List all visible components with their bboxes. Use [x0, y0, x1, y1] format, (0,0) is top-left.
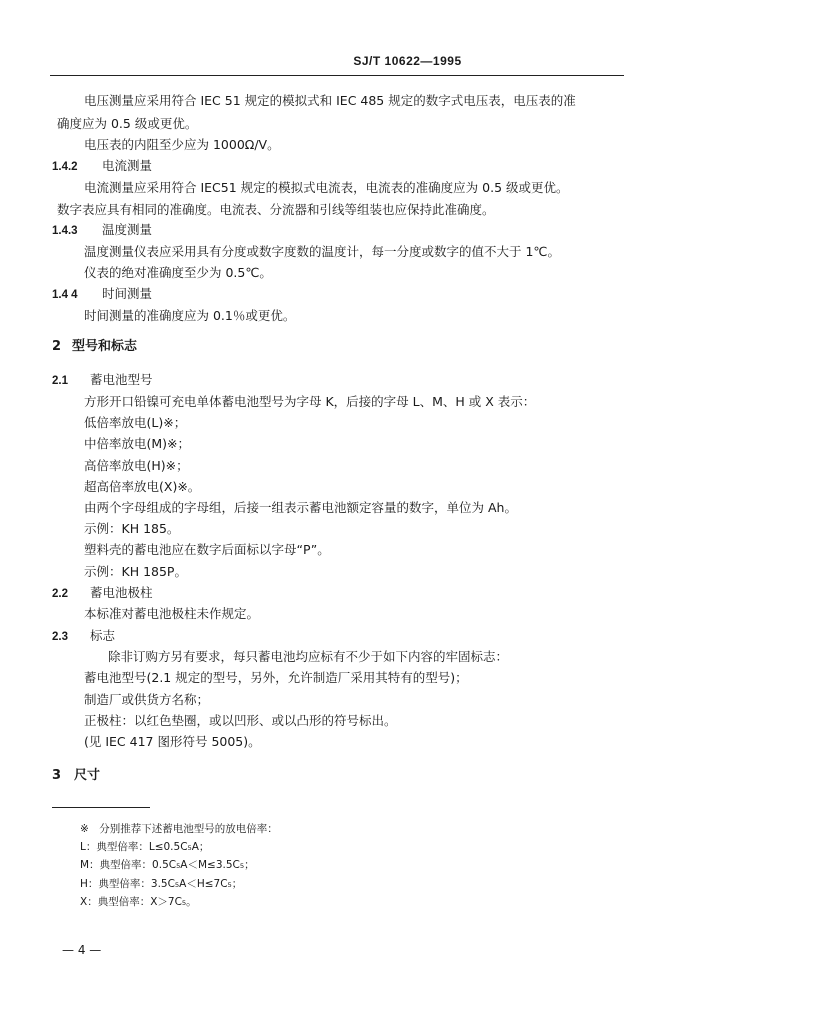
section-title-temperature: 温度测量: [102, 222, 153, 237]
section-number-2-1: 2.1: [52, 375, 68, 387]
section-number-2-2: 2.2: [52, 588, 68, 600]
section-title-model-marking: 型号和标志: [72, 339, 138, 354]
section-number-1-4-4: 1.4 4: [52, 289, 78, 301]
list-item-low-rate: 低倍率放电(L)※；: [84, 415, 187, 430]
paragraph-capacity-digits: 由两个字母组成的字母组，后接一组表示蓄电池额定容量的数字，单位为 Ah。: [84, 500, 517, 515]
standard-number-header: SJ/T 10622—1995: [353, 54, 462, 68]
section-number-2: 2: [52, 339, 62, 354]
section-number-2-3: 2.3: [52, 631, 68, 643]
footnote-x: X：典型倍率：X＞7C₅。: [80, 896, 197, 908]
paragraph-terminals: 本标准对蓄电池极柱未作规定。: [84, 606, 260, 621]
example-kh185p: 示例：KH 185P。: [84, 564, 187, 579]
section-number-1-4-2: 1.4.2: [52, 161, 78, 173]
section-title-current: 电流测量: [102, 158, 153, 173]
paragraph-voltage-line2: 确度应为 0.5 级或更优。: [57, 116, 198, 131]
footnote-h: H：典型倍率：3.5C₅A＜H≤7C₅；: [80, 878, 243, 890]
marking-item-model: 蓄电池型号(2.1 规定的型号，另外，允许制造厂采用其特有的型号)；: [84, 670, 468, 685]
marking-item-iec-symbol: (见 IEC 417 图形符号 5005)。: [84, 734, 261, 749]
section-number-1-4-3: 1.4.3: [52, 225, 78, 237]
section-title-time: 时间测量: [102, 286, 153, 301]
paragraph-marking-requirement: 除非订购方另有要求，每只蓄电池均应标有不少于如下内容的牢固标志：: [108, 649, 509, 664]
paragraph-current-line1: 电流测量应采用符合 IEC51 规定的模拟式电流表，电流表的准确度应为 0.5 级或更优。: [84, 180, 569, 195]
paragraph-voltage-resistance: 电压表的内阻至少应为 1000Ω/V。: [84, 137, 280, 152]
section-number-3: 3: [52, 768, 62, 783]
list-item-ultra-high-rate: 超高倍率放电(X)※。: [84, 479, 201, 494]
page-number: — 4 —: [62, 943, 102, 957]
paragraph-plastic-case: 塑料壳的蓄电池应在数字后面标以字母“P”。: [84, 542, 330, 557]
footnote-m: M：典型倍率：0.5C₅A＜M≤3.5C₅；: [80, 859, 255, 871]
header-rule: [50, 75, 624, 76]
footnote-intro: ※ 分别推荐下述蓄电池型号的放电倍率：: [80, 823, 278, 835]
paragraph-model-definition: 方形开口铅镍可充电单体蓄电池型号为字母 K，后接的字母 L、M、H 或 X 表示：: [84, 394, 536, 409]
section-title-dimensions: 尺寸: [74, 768, 101, 783]
paragraph-current-line2: 数字表应具有相同的准确度。电流表、分流器和引线等组装也应保持此准确度。: [57, 202, 495, 217]
marking-item-manufacturer: 制造厂或供货方名称；: [84, 692, 210, 707]
list-item-high-rate: 高倍率放电(H)※；: [84, 458, 189, 473]
paragraph-voltage-line1: 电压测量应采用符合 IEC 51 规定的模拟式和 IEC 485 规定的数字式电压表，电压表的准: [84, 93, 576, 108]
paragraph-temperature-line1: 温度测量仪表应采用具有分度或数字度数的温度计，每一分度或数字的值不大于 1℃。: [84, 244, 560, 259]
paragraph-temperature-line2: 仪表的绝对准确度至少为 0.5℃。: [84, 265, 272, 280]
footnote-l: L：典型倍率：L≤0.5C₅A；: [80, 841, 210, 853]
marking-item-positive-terminal: 正极柱：以红色垫圈，或以凹形、或以凸形的符号标出。: [84, 713, 397, 728]
section-title-marking: 标志: [90, 628, 116, 643]
example-kh185: 示例：KH 185。: [84, 521, 180, 536]
footnote-rule: [52, 807, 150, 808]
section-title-battery-model: 蓄电池型号: [90, 372, 153, 387]
section-title-terminals: 蓄电池极柱: [90, 585, 153, 600]
paragraph-time: 时间测量的准确度应为 0.1％或更优。: [84, 308, 296, 323]
list-item-medium-rate: 中倍率放电(M)※；: [84, 436, 191, 451]
